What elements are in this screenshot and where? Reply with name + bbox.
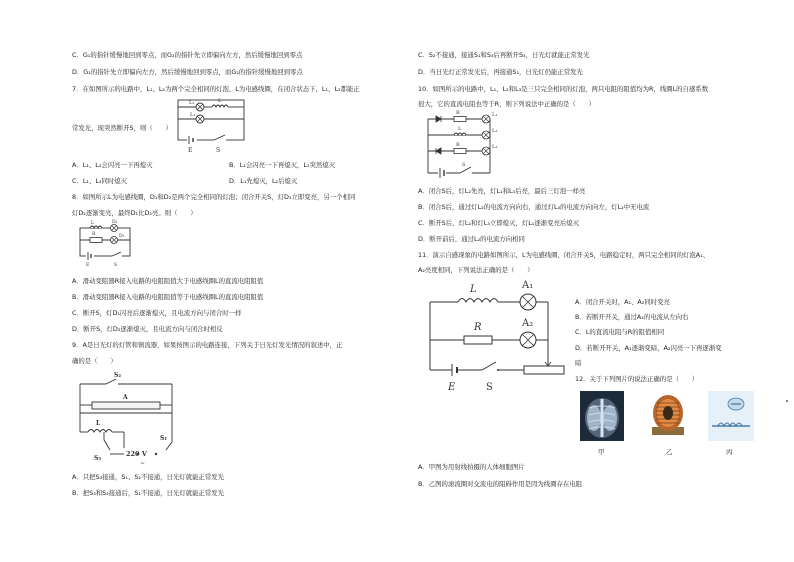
q10-label-s: S (462, 162, 466, 168)
q10-branch-3 (428, 147, 490, 155)
q10-label-l2: L₂ (492, 128, 498, 134)
q7-lamp-l2 (196, 103, 204, 111)
q9-label-s1: S₁ (160, 435, 167, 442)
q10-branch-1 (428, 115, 490, 123)
q7-option-d: D．L₁先熄灭，L₂后熄灭 (229, 177, 298, 185)
q9-label-l: L (96, 420, 101, 427)
q11-label-a2: A₂ (522, 318, 534, 329)
q8-option-d: D．断开S，灯D₂逐渐熄灭，且电流方向与闭合时相反 (72, 325, 223, 333)
q11-label-e: E (448, 382, 456, 393)
caption-jia: 甲 (598, 448, 605, 456)
q8-label-e: E (86, 263, 90, 268)
q10-label-r-bottom: R (456, 142, 460, 148)
q9-lamp-tube-a (92, 402, 160, 409)
q12-option-b: B．乙图的滚流圈对交流电的阻碍作用是因为线圈存在电阻 (418, 480, 583, 488)
q8-label-s: S (114, 263, 118, 268)
q9-label-ac: ~ (140, 460, 146, 467)
q12-option-a: A．甲图为用射线拍摄的人体细胞图片 (418, 463, 525, 471)
q11-label-r: R (474, 322, 482, 333)
q7-label-l: L (218, 98, 222, 104)
q8-stem: 8．如图所示L为电感线圈，D₁和D₂是两个完全相同的灯泡；闭合开关S，灯D₁立即变亮，另一个相同 (72, 193, 356, 201)
q11-option-d-cont: 暗 (575, 359, 582, 367)
q9-label-s3: S₃ (94, 455, 101, 462)
q9-option-b: B．把S₃和S₂接通后，S₁不接通，日光灯就能正常发光 (72, 489, 225, 497)
q7-lamp-l1 (196, 115, 204, 123)
q8-rheostat-r (90, 238, 102, 243)
q7-option-b: B．L₁会闪亮一下再熄灭，L₂突然熄灭 (229, 161, 336, 169)
q11-option-d: D．若断开开关，A₁逐渐变暗，A₂闪亮一下再逐渐变 (575, 344, 722, 352)
q10-stem-cont: 很大，它的直流电阻也等于R，则下列说法中正确的是（ ） (418, 100, 595, 108)
q11-resistor-r (464, 336, 492, 344)
q11-stem: 11．演示自感现象的电路如图所示，L为电感线圈，闭合开关S，电路稳定时，两只完全相同的灯泡A₁、 (418, 251, 710, 259)
q7-label-l2: L₂ (189, 100, 195, 106)
q6-option-c: C．G₁的指针缓慢地回到零点，而G₂的指针先立即偏向左方，然后缓慢地回到零点 (72, 51, 303, 59)
q8-inductor-l (90, 226, 102, 228)
q8-option-b: B．滑动变阻器R接入电路的电阻阻值等于电感线圈L的直流电阻阻值 (72, 293, 264, 301)
q9-option-d: D．当日光灯正常发光后，再接通S₂，日光灯仍能正常发光 (418, 68, 583, 76)
q11-rheostat (524, 366, 564, 374)
margin-mark (786, 400, 788, 402)
q7-label-e: E (188, 147, 193, 154)
q10-label-l3: L₃ (492, 144, 498, 150)
q7-label-l1: L₁ (190, 112, 196, 118)
q10-circuit-diagram (424, 111, 524, 183)
q10-label-l1: L₁ (492, 112, 498, 118)
q8-label-l: L (91, 221, 94, 226)
q11-lamp-a2 (520, 332, 536, 348)
q6-option-d: D．G₁的指针先立即偏向左方，然后缓慢地回到零点，而G₂的指针缓慢地回到零点 (72, 68, 303, 76)
q11-label-a1: A₁ (522, 280, 534, 291)
xray-chest-image (580, 391, 624, 441)
q8-option-c: C．断开S，灯D₁闪亮后逐渐熄灭，且电流方向与闭合时一样 (72, 309, 242, 317)
q10-option-c: C．断开S后，灯L₂和灯L₃立即熄灭，灯L₁逐渐变亮后熄灭 (418, 219, 580, 227)
q8-lamp-d1 (111, 225, 118, 232)
q10-option-d: D．断开前后，通过L₂的电流方向相同 (418, 235, 525, 243)
q9-stem: 9．A是日光灯的灯管和镇流器，如果按图示的电路连接，下列关于日光灯发光情况的叙述中，正 (72, 341, 343, 349)
q7-inductor-l (212, 105, 228, 107)
q8-option-a: A．滑动变阻器R接入电路的电阻阻值大于电感线圈L的直流电阻阻值 (72, 277, 264, 285)
q7-circuit-diagram (170, 94, 260, 154)
q10-option-a: A．闭合S后，灯L₂先亮，灯L₁和L₃后亮，最后三灯泡一样亮 (418, 187, 586, 195)
q7-label-s: S (216, 147, 221, 154)
q10-label-l: L (458, 126, 462, 132)
q10-branch-2 (428, 131, 490, 139)
q9-ballast-l (88, 430, 112, 433)
q7-stem-cont: 常发光，现突然断开S，则（ ） (72, 124, 172, 132)
q11-lamp-a1 (520, 294, 536, 310)
q11-inductor-l (458, 299, 498, 303)
q11-label-s: S (486, 382, 493, 393)
induction-furnace-image (708, 391, 754, 441)
q10-stem: 10．如图所示的电路中，L₁、L₂和L₃是三只完全相同的灯泡，两只电阻的阻值均为R，线圈L的自感系数 (418, 85, 709, 93)
q10-label-r-top: R (456, 110, 460, 116)
q11-option-b: B．若断开开关，通过A₂的电流从左向右 (575, 313, 689, 321)
q9-label-s2: S₂ (114, 372, 121, 379)
q11-circuit-diagram (424, 280, 574, 400)
q11-label-l: L (470, 284, 477, 295)
q10-option-b: B．闭合S后，通过灯L₂的电流方向向右，通过灯L₃的电流方向向左，灯L₂中无电流 (418, 203, 650, 211)
q9-fluorescent-circuit (76, 372, 176, 470)
q8-lamp-d2 (111, 237, 118, 244)
q9-label-voltage: 220 V (126, 450, 147, 458)
q11-option-c: C．L的直流电阻与R的阻值相同 (575, 328, 665, 336)
q8-label-d1: D₁ (112, 220, 118, 225)
caption-yi: 乙 (666, 448, 673, 456)
choke-coil-image (648, 393, 688, 439)
q9-option-a: A．只把S₃接通，S₁、S₂不接通，日光灯就能正常发光 (72, 473, 225, 481)
q11-stem-cont: A₂亮度相同，下列说法正确的是（ ） (418, 266, 534, 274)
q7-option-a: A．L₁、L₂会闪亮一下再熄灭 (72, 161, 153, 169)
q9-stem-cont: 确的是（ ） (72, 357, 117, 365)
caption-bing: 丙 (726, 448, 733, 456)
q8-stem-cont: 灯D₂逐渐变亮，最终D₁比D₂亮。则（ ） (72, 209, 197, 217)
q9-label-a: A (123, 394, 128, 401)
q7-option-c: C．L₁、L₂同时熄灭 (72, 177, 128, 185)
q9-option-c: C．S₂不接通，接通S₁和S₃后再断开S₃，日光灯就能正常发光 (418, 51, 590, 59)
q8-circuit-diagram (76, 218, 146, 270)
q8-label-d2: D₂ (119, 234, 125, 239)
q11-option-a: A．闭合开关时，A₁、A₂同时变亮 (575, 298, 670, 306)
q7-stem: 7．在如图所示的电路中，L₁、L₂为两个完全相同的灯泡，L为电感线圈，在闭合状态下，L₁、L₂都能正 (72, 85, 360, 93)
q12-stem: 12．关于下列图片的说法正确的是（ ） (575, 375, 699, 383)
q8-label-r: R (92, 232, 96, 237)
